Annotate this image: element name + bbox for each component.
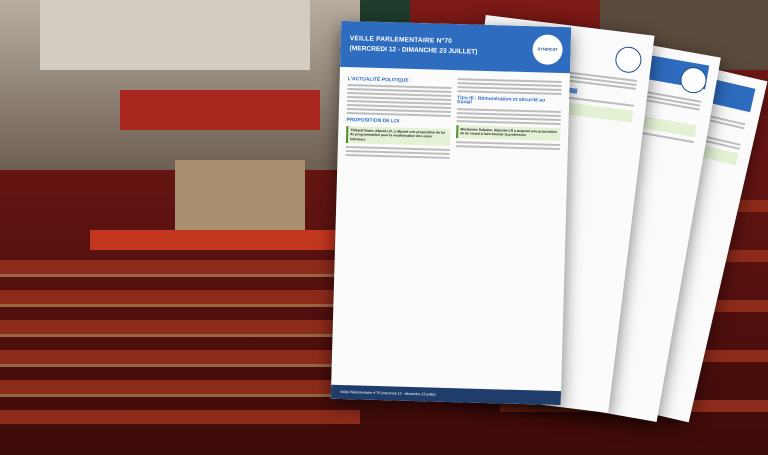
- page-footer: Veille Parlementaire n°70 (mercredi 12 - dimanche 23 juillet): [331, 385, 561, 405]
- right-column: [456, 76, 562, 152]
- text-line: [347, 112, 451, 117]
- text-line: [456, 145, 560, 150]
- left-column: [345, 73, 451, 161]
- text-line: [457, 120, 561, 125]
- text-line: [457, 90, 561, 95]
- document-page-front: [331, 21, 571, 405]
- text-line: [346, 154, 450, 159]
- section-heading: L'ACTUALITÉ POLITIQUE: [347, 76, 409, 84]
- page-header-band: [340, 21, 571, 73]
- newsletter-title: VEILLE PARLEMENTAIRE N°70: [349, 35, 453, 45]
- highlight-box: Mesdames Sabatou, déposée LR a proposé une proposition de loi visant à faire évoluer la profession: [456, 125, 560, 141]
- highlight-box: Thibault Bazin, député LR, a déposé une proposition de loi de programmation pour la revalorisation des soins infirmiers: [346, 126, 450, 146]
- section-heading: Titre III : Rémunération et sécurité au travail: [457, 95, 546, 106]
- newsletter-date-range: (MERCREDI 12 - DIMANCHE 23 JUILLET): [349, 45, 478, 56]
- union-logo-icon: SYNDICAT: [532, 34, 563, 65]
- section-heading: PROPOSITION DE LOI: [346, 117, 400, 125]
- union-logo-icon: [614, 45, 643, 74]
